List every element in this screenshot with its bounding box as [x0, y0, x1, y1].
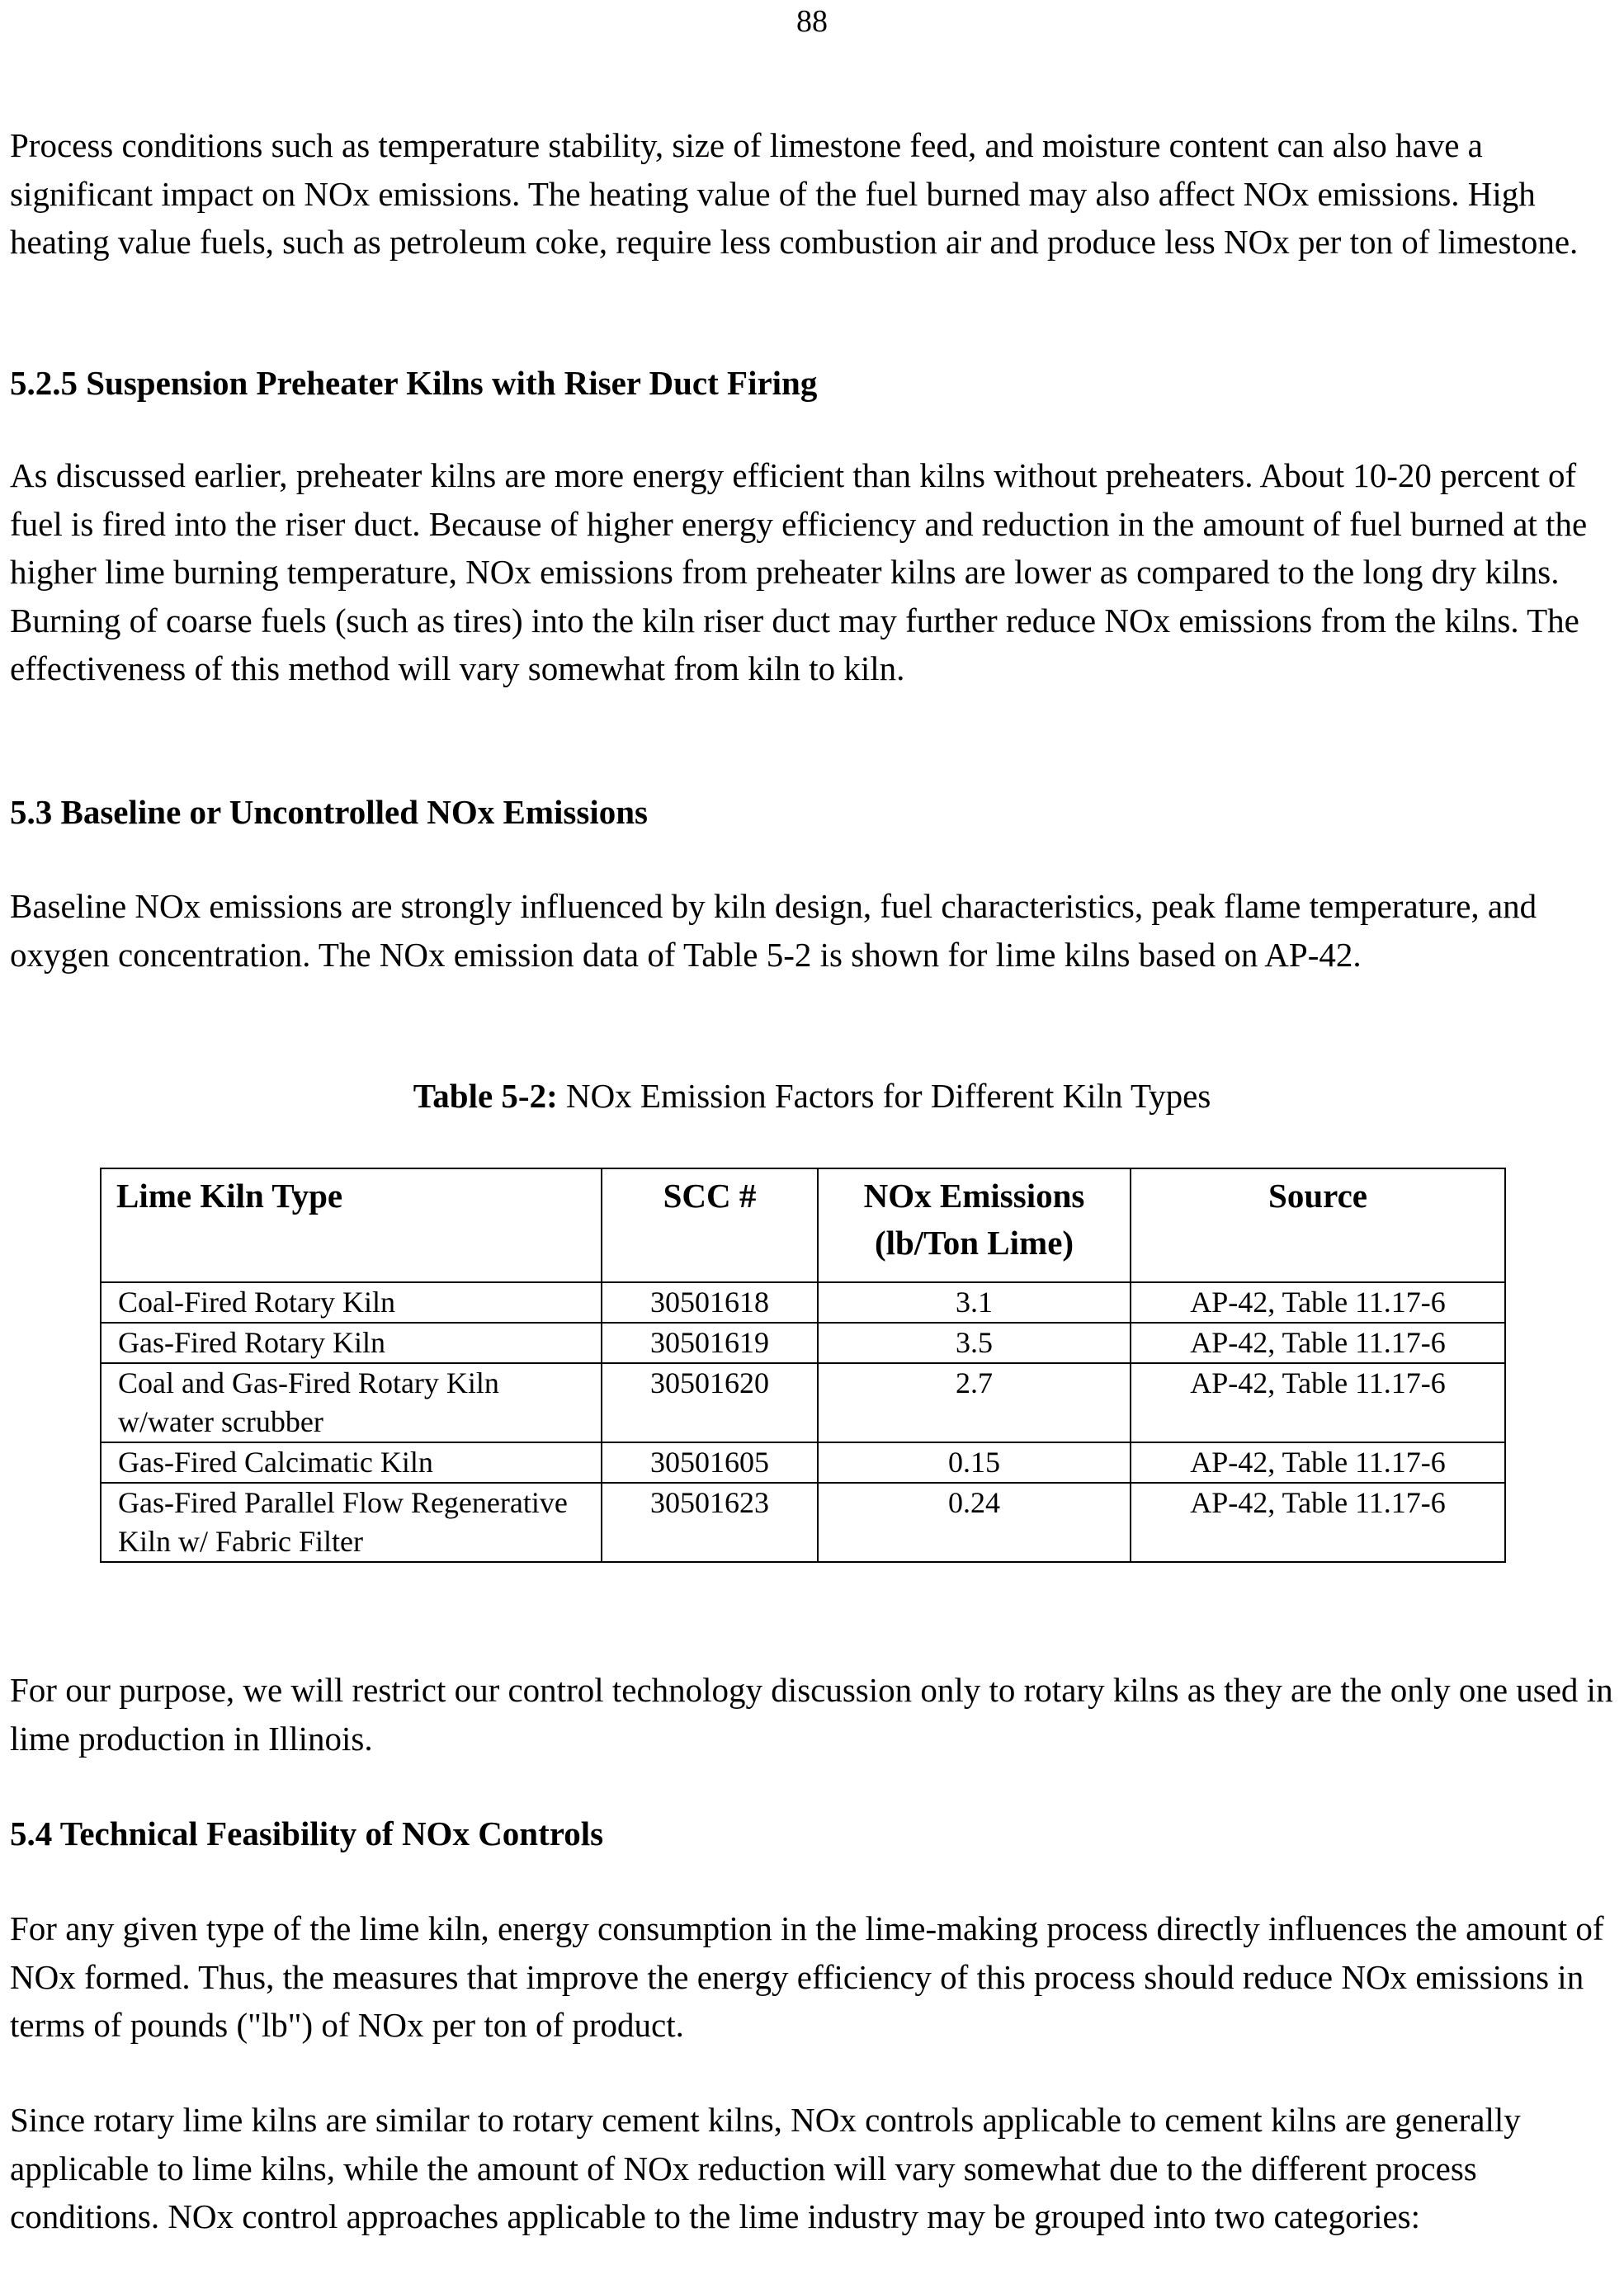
paragraph-energy-consumption: For any given type of the lime kiln, energy consumption in the lime-making process directly influences the amount of NOx formed. Thus, the measures that improve the energy efficiency of this process should reduce NOx emissions in terms of pounds ("lb") of NOx per ton of product.: [10, 1909, 1604, 2044]
cell-kiln-type: Gas-Fired Rotary Kiln: [101, 1323, 602, 1363]
cell-nox: 3.1: [818, 1282, 1131, 1323]
cell-source: AP-42, Table 11.17-6: [1131, 1282, 1505, 1323]
header-nox-emissions: [818, 1168, 1131, 1282]
header-scc: SCC #: [602, 1168, 818, 1282]
cell-nox: 3.5: [818, 1323, 1131, 1363]
heading-5-3: 5.3 Baseline or Uncontrolled NOx Emissions: [10, 793, 648, 831]
cell-source: AP-42, Table 11.17-6: [1131, 1442, 1505, 1483]
heading-5-2-5: 5.2.5 Suspension Preheater Kilns with Riser Duct Firing: [10, 364, 818, 402]
cell-nox: 0.24: [818, 1483, 1131, 1562]
table-caption: [0, 1072, 1624, 1120]
cell-source: AP-42, Table 11.17-6: [1131, 1363, 1505, 1442]
cell-kiln-type: Coal-Fired Rotary Kiln: [101, 1282, 602, 1323]
table-row: [101, 1363, 1505, 1442]
cell-source: AP-42, Table 11.17-6: [1131, 1483, 1505, 1562]
cell-nox: 0.15: [818, 1442, 1131, 1483]
cell-nox: 2.7: [818, 1363, 1131, 1442]
cell-scc: 30501623: [602, 1483, 818, 1562]
paragraph-cement-kiln-controls: Since rotary lime kilns are similar to rotary cement kilns, NOx controls applicable to cement kilns are generally applicable to lime kilns, while the amount of NOx reduction will vary somewhat due to the different process conditions. NOx control approaches applicable to the lime industry may be grouped into two categories:: [10, 2101, 1521, 2235]
cell-scc: 30501618: [602, 1282, 818, 1323]
cell-scc: 30501620: [602, 1363, 818, 1442]
paragraph-rotary-kilns-purpose: For our purpose, we will restrict our control technology discussion only to rotary kilns as they are the only one used in lime production in Illinois.: [10, 1671, 1613, 1758]
table-row: [101, 1442, 1505, 1483]
nox-emission-factors-table: [100, 1168, 1506, 1563]
table-row: [101, 1282, 1505, 1323]
cell-source: AP-42, Table 11.17-6: [1131, 1323, 1505, 1363]
paragraph-preheater-kilns: As discussed earlier, preheater kilns are more energy efficient than kilns without preheaters. About 10-20 percent of fuel is fired into the riser duct. Because of higher energy efficiency and reduction in the amount of fuel burned at the higher lime burning temperature, NOx emissions from preheater kilns are lower as compared to the long dry kilns. Burning of coarse fuels (such as tires) into the kiln riser duct may further reduce NOx emissions from the kilns. The effectiveness of this method will vary somewhat from kiln to kiln.: [10, 456, 1588, 687]
table-header-row: [101, 1168, 1505, 1282]
header-nox-line1: NOx Emissions: [863, 1177, 1085, 1215]
header-nox-line2: (lb/Ton Lime): [874, 1224, 1074, 1262]
table-row: [101, 1483, 1505, 1562]
table-row: [101, 1323, 1505, 1363]
paragraph-baseline-nox: Baseline NOx emissions are strongly influenced by kiln design, fuel characteristics, peak flame temperature, and oxygen concentration. The NOx emission data of Table 5-2 is shown for lime kilns based on AP-42.: [10, 887, 1537, 974]
cell-kiln-type: Coal and Gas-Fired Rotary Kiln w/water scrubber: [101, 1363, 602, 1442]
paragraph-process-conditions: Process conditions such as temperature stability, size of limestone feed, and moisture content can also have a significant impact on NOx emissions. The heating value of the fuel burned may also affect NOx emissions. High heating value fuels, such as petroleum coke, require less combustion air and produce less NOx per ton of limestone.: [10, 126, 1579, 261]
page-number: 88: [796, 4, 828, 39]
cell-scc: 30501619: [602, 1323, 818, 1363]
header-kiln-type: Lime Kiln Type: [101, 1168, 602, 1282]
cell-scc: 30501605: [602, 1442, 818, 1483]
header-source: Source: [1131, 1168, 1505, 1282]
table-caption-label: Table 5-2:: [413, 1077, 558, 1115]
heading-5-4: 5.4 Technical Feasibility of NOx Controls: [10, 1814, 604, 1852]
table-caption-text: NOx Emission Factors for Different Kiln Types: [557, 1077, 1211, 1115]
cell-kiln-type: Gas-Fired Parallel Flow Regenerative Kiln w/ Fabric Filter: [101, 1483, 602, 1562]
cell-kiln-type: Gas-Fired Calcimatic Kiln: [101, 1442, 602, 1483]
